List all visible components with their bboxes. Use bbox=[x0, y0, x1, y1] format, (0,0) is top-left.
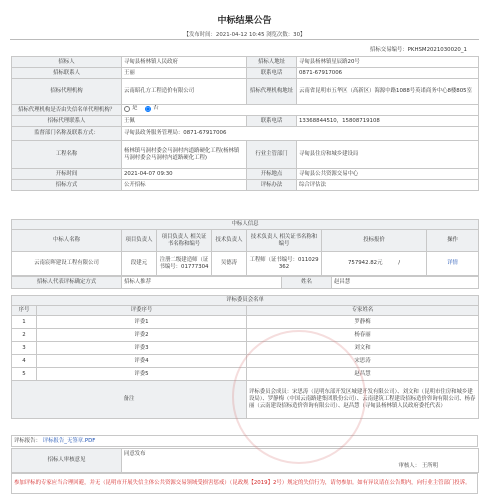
member-no: 5 bbox=[12, 368, 37, 381]
agency-phone-label: 联系电话 bbox=[247, 116, 297, 127]
signer-value: 王所明 bbox=[421, 463, 438, 469]
tenderer-address-label: 招标人地址 bbox=[247, 57, 297, 68]
footer-note-table bbox=[11, 473, 478, 494]
committee-col-name: 专家姓名 bbox=[247, 306, 479, 316]
member-seq: 评委3 bbox=[37, 342, 247, 355]
member-seq: 评委4 bbox=[37, 355, 247, 368]
agency-contact-value: 王佩 bbox=[122, 116, 247, 127]
winner-tech-cert: 工程师（证书编号：011029362 bbox=[247, 252, 322, 276]
attachment-label: 评标报告： bbox=[14, 437, 41, 444]
qualification-label: 招标人代表评标确定方式 bbox=[12, 277, 122, 289]
agency-label: 招标代理机构 bbox=[12, 79, 122, 105]
committee-col-no: 序号 bbox=[12, 306, 37, 316]
member-seq: 评委2 bbox=[37, 329, 247, 342]
tenderer-value: 寻甸县杨林镇人民政府 bbox=[122, 57, 247, 68]
option-no[interactable]: 否 bbox=[145, 105, 158, 112]
opinion-table bbox=[11, 448, 479, 473]
committee-col-seq: 评委序号 bbox=[37, 306, 247, 316]
supervisor-value: 寻甸县住房和城乡建设局 bbox=[297, 141, 479, 169]
winner-table bbox=[11, 219, 479, 276]
agency-address-label: 招标代理机构地址 bbox=[247, 79, 297, 105]
method-label: 招标方式 bbox=[12, 180, 122, 191]
name-value: 赵昌慧 bbox=[332, 277, 479, 289]
member-name: 杨春丽 bbox=[247, 329, 479, 342]
winner-col-price: 投标报价 bbox=[322, 230, 427, 252]
phone-value: 0871-67917006 bbox=[297, 68, 479, 79]
member-name: 罗静梅 bbox=[247, 316, 479, 329]
remark-label: 备注 bbox=[12, 381, 247, 419]
tenderer-label: 招标人 bbox=[12, 57, 122, 68]
opinion-label: 招标人审核意见 bbox=[12, 449, 122, 473]
winner-detail-link[interactable]: 详情 bbox=[427, 252, 479, 276]
tenderer-contact-label: 招标联系人 bbox=[12, 68, 122, 79]
remark-text: 评标委员会成员：宋思涛（昆明东部开发区城建开发有限公司）、刘文和（昆明市住房和城乡建设局）、罗静梅（中国云南路建集团股份公司）、云南建筑工程建设招标造价咨询有限公司、杨春丽（云南建设招标造价咨询有限公司）、赵昌慧（寻甸县杨林镇人民政府委托代表） bbox=[247, 381, 479, 419]
tender-info-table bbox=[11, 56, 479, 191]
table-row bbox=[12, 329, 479, 342]
open-time-label: 开标时间 bbox=[12, 169, 122, 180]
winner-tech: 吴德涛 bbox=[212, 252, 247, 276]
title-divider bbox=[10, 39, 479, 40]
supervision-value: 寻甸县政务服务管理局：0871-67917006 bbox=[122, 127, 479, 141]
member-name: 刘文和 bbox=[247, 342, 479, 355]
winner-col-tech-cert: 技术负责人 相关证书名称和编号 bbox=[247, 230, 322, 252]
member-name: 赵昌慧 bbox=[247, 368, 479, 381]
winner-col-tech: 技术负责人 bbox=[212, 230, 247, 252]
table-row bbox=[12, 368, 479, 381]
method-value: 公开招标 bbox=[122, 180, 247, 191]
winner-col-pm: 项目负责人 bbox=[122, 230, 157, 252]
member-name: 宋思涛 bbox=[247, 355, 479, 368]
radio-yes[interactable] bbox=[124, 106, 130, 112]
member-no: 3 bbox=[12, 342, 37, 355]
publish-meta: 【发布时间：2021-04-12 10:45 浏览次数：30】 bbox=[183, 32, 306, 38]
agency-address-value: 云南省昆明市五华区（高新区）海源中路1088号英诺商务中心8楼805室 bbox=[297, 79, 479, 105]
winner-section-title: 中标人信息 bbox=[12, 220, 479, 230]
eval-method-value: 综合评估法 bbox=[297, 180, 479, 191]
winner-price-cell bbox=[322, 252, 427, 276]
option-yes[interactable]: 是 bbox=[124, 105, 137, 112]
project-value: 杨林镇马洞村委会马洞村内道路硬化工程(杨林镇马洞村委会马洞村内道路硬化工程) bbox=[122, 141, 247, 169]
qualification-value: 招标人推荐 bbox=[122, 277, 282, 289]
open-place-label: 开标地点 bbox=[247, 169, 297, 180]
radio-no[interactable] bbox=[145, 106, 151, 112]
supervisor-label: 行业主管部门 bbox=[247, 141, 297, 169]
winner-col-pm-cert: 项目负责人 相关证书名称和编号 bbox=[157, 230, 212, 252]
qualification-table bbox=[11, 276, 479, 289]
opinion-value: 同意发布 bbox=[124, 451, 146, 457]
winner-pm-cert: 注册二级建造师（证书编号：01777304 bbox=[157, 252, 212, 276]
project-label: 工程名称 bbox=[12, 141, 122, 169]
committee-table bbox=[11, 295, 479, 419]
attachment-link[interactable]: 评标报告_无签章.PDF bbox=[42, 437, 96, 444]
agency-blacklist-options bbox=[122, 105, 479, 116]
attachment-table bbox=[11, 435, 478, 447]
attachment-cell bbox=[12, 436, 478, 447]
open-place-value: 寻甸县公共资源交易中心 bbox=[297, 169, 479, 180]
table-row bbox=[12, 355, 479, 368]
supervision-label: 监督部门名称及联系方式： bbox=[12, 127, 122, 141]
agency-value: 云南昭孔方工程造价有限公司 bbox=[122, 79, 247, 105]
name-label: 姓名 bbox=[282, 277, 332, 289]
tenderer-address-value: 寻甸县杨林镇星辰路20号 bbox=[297, 57, 479, 68]
eval-method-label: 评标办法 bbox=[247, 180, 297, 191]
phone-label: 联系电话 bbox=[247, 68, 297, 79]
agency-phone-value: 13368844510，15808719108 bbox=[297, 116, 479, 127]
winner-price-dash: / bbox=[398, 260, 401, 266]
member-seq: 评委5 bbox=[37, 368, 247, 381]
committee-section-title: 评标委员会名单 bbox=[12, 296, 479, 306]
agency-contact-label: 招标代理联系人 bbox=[12, 116, 122, 127]
member-no: 2 bbox=[12, 329, 37, 342]
table-row bbox=[12, 316, 479, 329]
footer-note: 参加评标的专家应当合理回避，并无（昆明市开展失信主体公共资源交易领域受损害惩戒）（昆政规【2019】2号）规定的失信行为，请勿参加。如有异议请在公告期内，向行业主管部门投诉。 bbox=[12, 474, 478, 494]
member-seq: 评委1 bbox=[37, 316, 247, 329]
opinion-cell bbox=[122, 449, 479, 473]
winner-col-operation: 操作 bbox=[427, 230, 479, 252]
page-title: 中标结果公告 bbox=[217, 16, 272, 26]
winner-price: 757942.82元 bbox=[347, 260, 383, 266]
winner-name: 云南宸晖建设工程有限公司 bbox=[12, 252, 122, 276]
member-no: 1 bbox=[12, 316, 37, 329]
tender-number: 招标交易编号：PKHSM2021030020_1 bbox=[369, 47, 467, 53]
tenderer-contact-value: 王丽 bbox=[122, 68, 247, 79]
winner-col-name: 中标人名称 bbox=[12, 230, 122, 252]
signer-label: 审核人： bbox=[398, 463, 421, 469]
signer-wrap bbox=[399, 463, 438, 470]
member-no: 4 bbox=[12, 355, 37, 368]
winner-pm: 段建元 bbox=[122, 252, 157, 276]
open-time-value: 2021-04-07 09:30 bbox=[122, 169, 247, 180]
agency-blacklist-label: 招标代理机构是否由失信名单代理机构？ bbox=[12, 105, 122, 116]
table-row bbox=[12, 342, 479, 355]
